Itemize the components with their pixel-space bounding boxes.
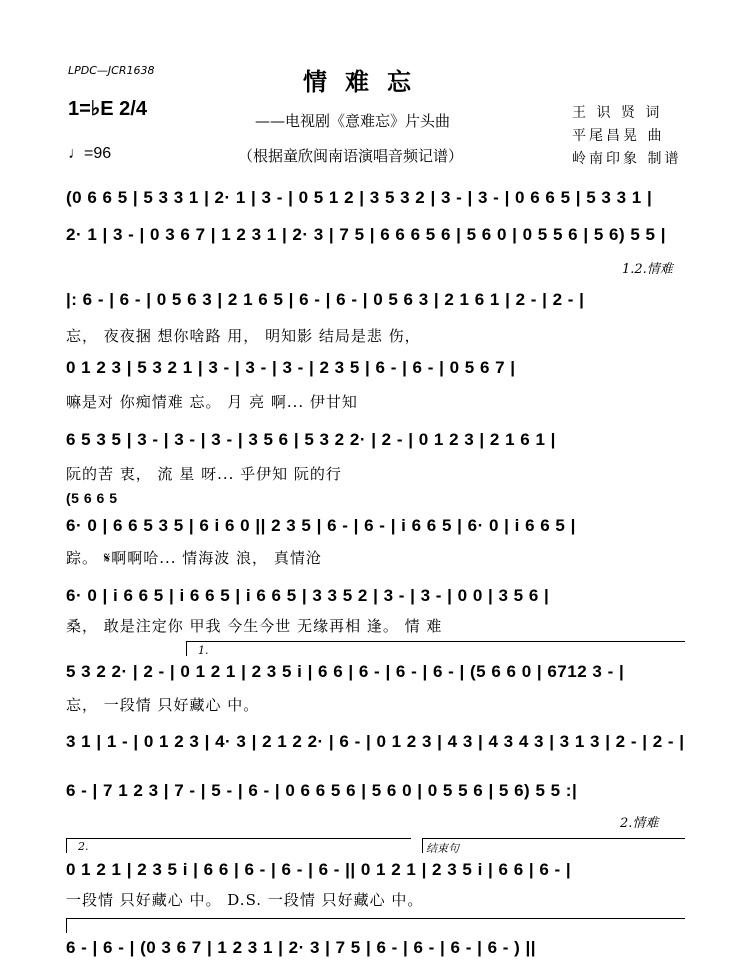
- second-ending-cue: 2.情难: [620, 816, 659, 831]
- ending-2-bracket: [66, 838, 411, 853]
- lyric-row-2: 嘛是对 你痴情难 忘。 月 亮 啊... 伊甘知: [66, 393, 358, 411]
- score-row-2: 2· 1 | 3 - | 0 3 6 7 | 1 2 3 1 | 2· 3 | 7 5 | 6 6 6 5 6 | 5 6 0 | 0 5 5 6 | 5 6) 5 5 |: [66, 225, 666, 244]
- transcription-note: （根据童欣闽南语演唱音频记谱）: [238, 147, 464, 165]
- score-row-10: 6 - | 7 1 2 3 | 7 - | 5 - | 6 - | 0 6 6 5 6 | 5 6 0 | 0 5 5 6 | 5 6) 5 5 :|: [66, 781, 578, 800]
- ending-1-bracket: [186, 641, 685, 656]
- lyric-row-4: 踪。 𝄋啊啊哈... 情海波 浪， 真情沧: [66, 549, 322, 567]
- tempo-mark: ♩=96: [68, 145, 112, 162]
- arranger-credit: 岭南印象 制谱: [572, 151, 682, 167]
- repeat-cue: 1.2.情难: [622, 262, 673, 277]
- song-subtitle: ——电视剧《意难忘》片头曲: [255, 112, 451, 130]
- final-bracket: [66, 918, 685, 933]
- score-row-11: 0 1 2 1 | 2 3 5 i | 6 6 | 6 - | 6 - | 6 - || 0 1 2 1 | 2 3 5 i | 6 6 | 6 - |: [66, 860, 572, 879]
- catalog-number: LPDC—JCR1638: [68, 64, 155, 77]
- score-row-8: 5 3 2 2· | 2 - | 0 1 2 1 | 2 3 5 i | 6 6 | 6 - | 6 - | 6 - | (5 6 6 0 | 6712 3 - |: [66, 662, 625, 681]
- lyric-row-1: 忘， 夜夜捆 想你啥路 用， 明知影 结局是悲 伤，: [66, 327, 421, 345]
- composer-credit: 平尾昌晃 曲: [572, 128, 665, 144]
- coda-label: 结束句: [426, 842, 459, 855]
- key-signature: 1=♭E 2/4: [68, 98, 147, 120]
- lyric-row-6: 忘， 一段情 只好藏心 中。: [66, 696, 260, 714]
- score-row-3: |: 6 - | 6 - | 0 5 6 3 | 2 1 6 5 | 6 - | 6 - | 0 5 6 3 | 2 1 6 1 | 2 - | 2 - |: [66, 290, 585, 309]
- ending-1-label: 1.: [198, 644, 209, 657]
- score-row-9: 3 1 | 1 - | 0 1 2 3 | 4· 3 | 2 1 2 2· | 6 - | 0 1 2 3 | 4 3 | 4 3 4 3 | 3 1 3 | 2 - | 2 - |: [66, 732, 685, 751]
- lyric-row-7: 一段情 只好藏心 中。 D.S. 一段情 只好藏心 中。: [66, 891, 424, 909]
- lyricist-credit: 王 识 贤 词: [572, 105, 663, 121]
- score-row-4: 0 1 2 3 | 5 3 2 1 | 3 - | 3 - | 3 - | 2 3 5 | 6 - | 6 - | 0 5 6 7 |: [66, 358, 516, 377]
- ending-2-label: 2.: [78, 840, 89, 853]
- extra-notes: (5 6 6 5: [66, 490, 118, 506]
- coda-bracket: [422, 838, 685, 853]
- score-row-6: 6· 0 | 6 6 5 3 5 | 6 i 6 0 || 2 3 5 | 6 - | 6 - | i 6 6 5 | 6· 0 | i 6 6 5 |: [66, 516, 576, 535]
- lyric-row-5: 桑， 敢是注定你 甲我 今生今世 无缘再相 逢。 情 难: [66, 617, 443, 635]
- score-row-7: 6· 0 | i 6 6 5 | i 6 6 5 | i 6 6 5 | 3 3 5 2 | 3 - | 3 - | 0 0 | 3 5 6 |: [66, 586, 550, 605]
- lyric-row-3: 阮的苦 衷， 流 星 呀... 乎伊知 阮的行: [66, 465, 342, 483]
- score-row-12: 6 - | 6 - | (0 3 6 7 | 1 2 3 1 | 2· 3 | 7 5 | 6 - | 6 - | 6 - | 6 - ) ||: [66, 938, 537, 957]
- song-title: 情难忘: [303, 67, 429, 96]
- score-row-5: 6 5 3 5 | 3 - | 3 - | 3 - | 3 5 6 | 5 3 2 2· | 2 - | 0 1 2 3 | 2 1 6 1 |: [66, 430, 556, 449]
- score-row-1: (0 6 6 5 | 5 3 3 1 | 2· 1 | 3 - | 0 5 1 2 | 3 5 3 2 | 3 - | 3 - | 0 6 6 5 | 5 3 3 1 |: [66, 188, 653, 207]
